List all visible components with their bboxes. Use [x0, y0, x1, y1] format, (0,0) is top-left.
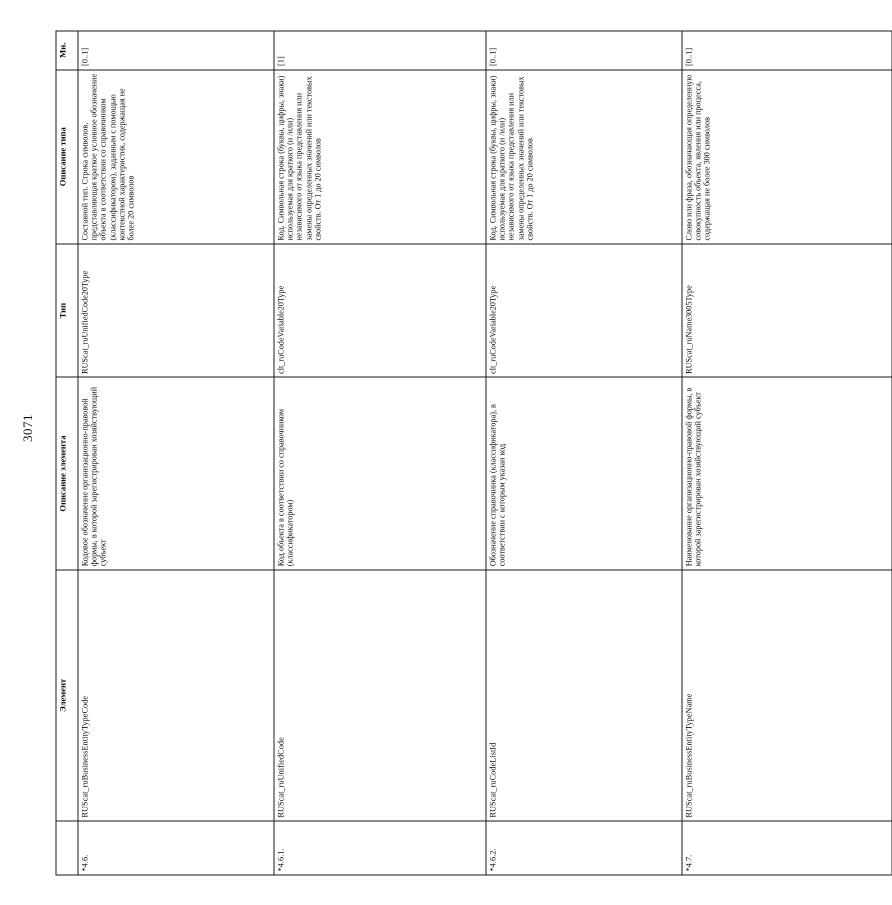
table-row [486, 31, 682, 875]
cell-number: *4.7. [682, 821, 892, 875]
cell-number: *4.6.1. [274, 821, 486, 875]
table-header-row [56, 31, 78, 875]
cell-element: RUScat_ruCodeListId [486, 569, 682, 820]
column-header-element: Элемент [56, 569, 78, 820]
cell-type-description: Код. Символьная строка (буквы, цифры, знаки) используемая для краткого (и /или) независимого от языка представления или замены определенных значений или текстовых свойств. От 1 до 20 символов [274, 69, 486, 243]
cell-description: Кодовое обозначение организационно-правовой формы, в которой зарегистрирован хозяйствующий субъект [78, 377, 274, 569]
cell-type: RUScat_ruUnifiedCode20Type [78, 243, 274, 376]
column-header-type-description: Описание типа [56, 69, 78, 243]
table-row [274, 31, 486, 875]
cell-multiplicity: [1] [274, 31, 486, 70]
cell-number: *4.6.2. [486, 821, 682, 875]
table-row [78, 31, 274, 875]
cell-multiplicity: [0..1] [682, 31, 892, 70]
cell-element: RUScat_ruUnifiedCode [274, 569, 486, 820]
cell-type: clt_ruCodeVariable20Type [274, 243, 486, 376]
column-header-type: Тип [56, 243, 78, 376]
table-row [682, 31, 892, 875]
column-header-number [56, 821, 78, 875]
cell-type-description: Составной тип. Строка символов, представляющая краткое условное обозначение объекта в соответствии со справочником (классификатором), заданным с помощью контекстной характеристик, содержащая не более 20 символов [78, 69, 274, 243]
cell-type: RUScat_ruName3005Type [682, 243, 892, 376]
page-number: 3071 [20, 414, 35, 442]
column-header-multiplicity: Мн. [56, 31, 78, 70]
cell-description: Обозначение справочника (классификатора), в соответствии с которым указан код [486, 377, 682, 569]
column-header-description: Описание элемента [56, 377, 78, 569]
cell-description: Код объекта в соответствии со справочником (классификатором) [274, 377, 486, 569]
cell-type-description: Код. Символьная строка (буквы, цифры, знаки) используемая для краткого (и /или) независимого от языка представления или замены определенных значений или текстовых свойств. От 1 до 20 символов [486, 69, 682, 243]
cell-element: RUScat_ruBusinessEntityTypeCode [78, 569, 274, 820]
cell-type-description: Слово или фраза, обозначающая определенную совокупность объекта, явления или процесса, содержащая не более 300 символов [682, 69, 892, 243]
specification-table [55, 30, 892, 875]
cell-description: Наименование организационно-правовой формы, в которой зарегистрирован хозяйствующий субъект [682, 377, 892, 569]
cell-multiplicity: [0..1] [78, 31, 274, 70]
cell-multiplicity: [0..1] [486, 31, 682, 70]
cell-element: RUScat_ruBusinessEntityTypeName [682, 569, 892, 820]
cell-type: clt_ruCodeVariable20Type [486, 243, 682, 376]
rotated-table-wrapper [55, 30, 712, 875]
cell-number: *4.6. [78, 821, 274, 875]
